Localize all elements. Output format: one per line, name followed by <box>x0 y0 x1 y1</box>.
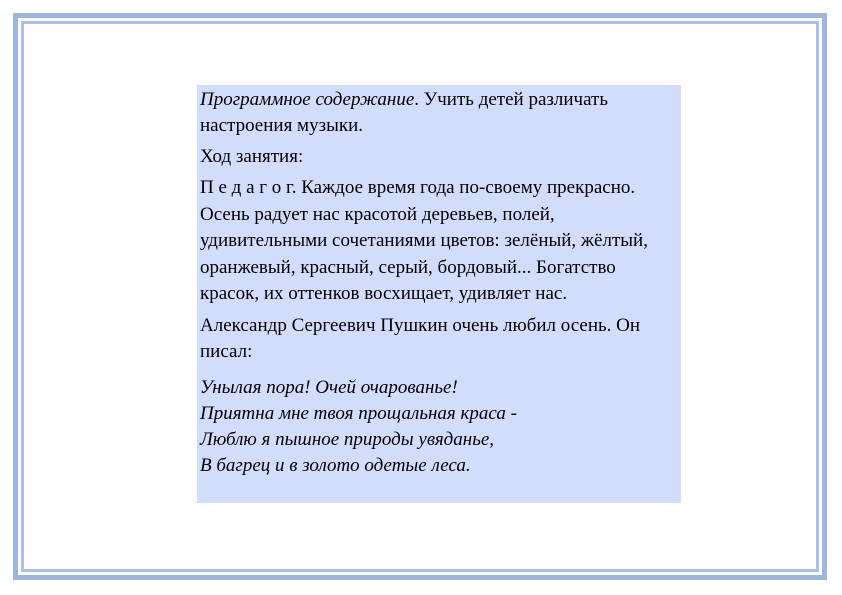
program-content-label: Программное содержание <box>200 89 415 110</box>
pushkin-paragraph: Александр Сергеевич Пушкин очень любил осень. Он писал: <box>200 314 641 363</box>
teacher-speaker-label: П е д а г о г. <box>200 177 297 198</box>
poem-line-4: В багрец и в золото одетые леса. <box>200 454 471 476</box>
program-content-text: . Учить детей различать настроения музыки. <box>200 89 608 136</box>
teacher-speech-text: Каждое время года по-своему прекрасно. Осень радует нас красотой деревьев, полей, удивительными сочетаниями цветов: зелёный, жёлтый, оранжевый, красный, серый, бордовый... Богатство красок, их оттенков восхищает, удивляет нас. <box>200 177 648 305</box>
poem-line-3: Люблю я пышное природы увяданье, <box>200 428 495 450</box>
poem-stanza <box>200 375 679 479</box>
lesson-course-heading: Ход занятия: <box>200 146 304 167</box>
lesson-text-box <box>197 85 681 503</box>
poem-line-1: Унылая пора! Очей очарованье! <box>200 376 458 398</box>
program-content-paragraph <box>200 87 679 139</box>
teacher-paragraph <box>200 175 679 308</box>
poem-line-2: Приятна мне твоя прощальная краса - <box>200 402 517 424</box>
